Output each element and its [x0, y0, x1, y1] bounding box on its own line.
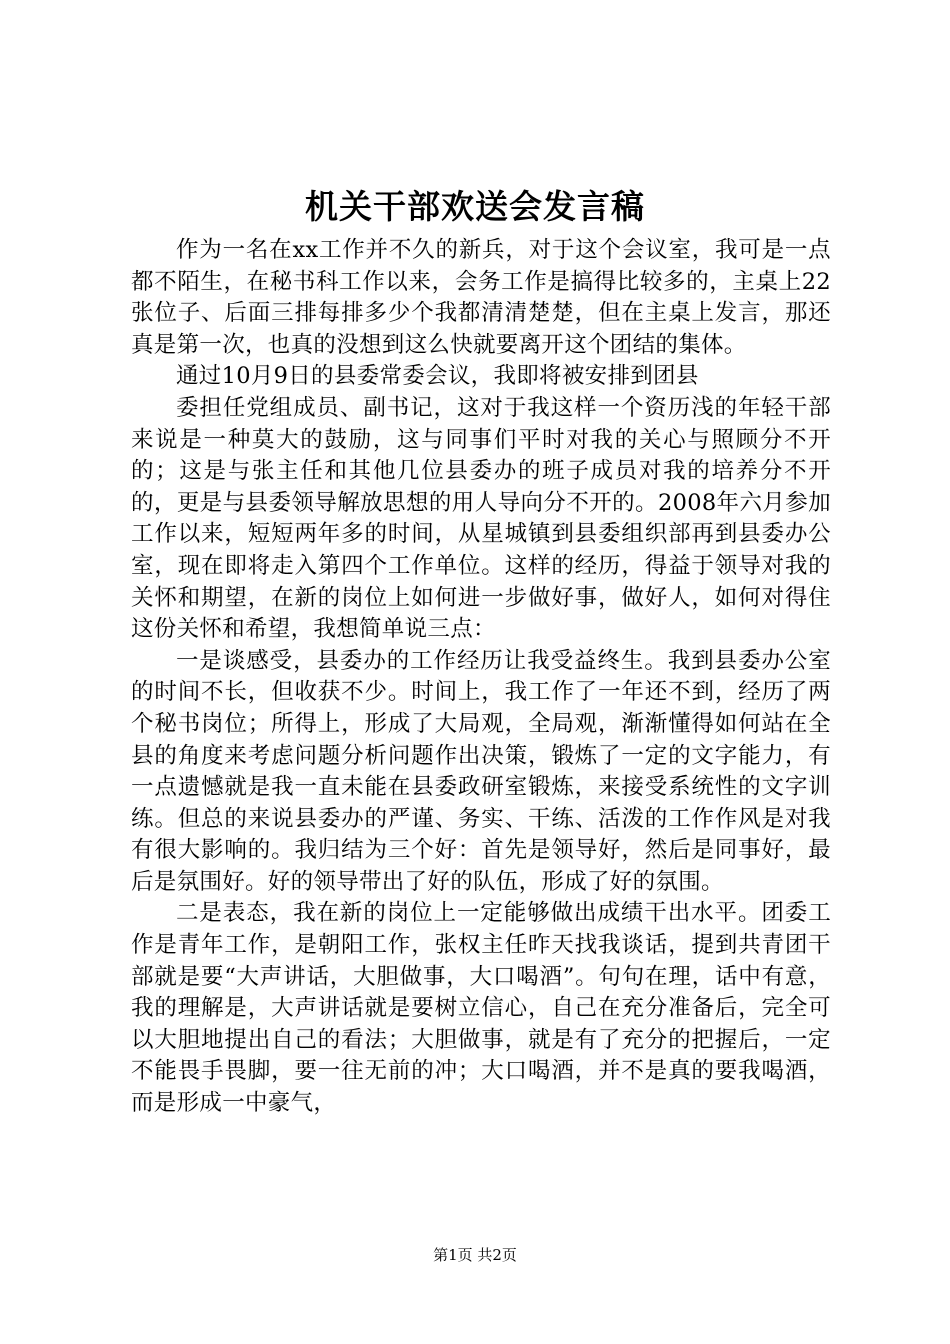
paragraph: 作为一名在xx工作并不久的新兵，对于这个会议室，我可是一点都不陌生，在秘书科工作以来，会务工作是搞得比较多的，主桌上22张位子、后面三排每排多少个我都清清楚楚，但在主桌上发言，那还真是第一次，也真的没想到这么快就要离开这个团结的集体。 — [131, 237, 831, 358]
paragraph: 一是谈感受，县委办的工作经历让我受益终生。我到县委办公室的时间不长，但收获不少。时间上，我工作了一年还不到，经历了两个秘书岗位；所得上，形成了大局观，全局观，渐渐懂得如何站在全县的角度来考虑问题分析问题作出决策，锻炼了一定的文字能力，有一点遗憾就是我一直未能在县委政研室锻炼，来接受系统性的文字训练。但总的来说县委办的严谨、务实、干练、活泼的工作作风是对我有很大影响的。我归结为三个好：首先是领导好，然后是同事好，最后是氛围好。好的领导带出了好的队伍，形成了好的氛围。 — [131, 647, 831, 895]
document-body — [131, 235, 831, 1120]
page-footer: 第1页 共2页 — [433, 1246, 517, 1264]
paragraph: 二是表态，我在新的岗位上一定能够做出成绩干出水平。团委工作是青年工作，是朝阳工作，张权主任昨天找我谈话，提到共青团干部就是要“大声讲话，大胆做事，大口喝酒”。句句在理，话中有意，我的理解是，大声讲话就是要树立信心，自己在充分准备后，完全可以大胆地提出自己的看法；大胆做事，就是有了充分的把握后，一定不能畏手畏脚，要一往无前的冲；大口喝酒，并不是真的要我喝酒，而是形成一中豪气， — [131, 900, 831, 1117]
paragraph: 通过10月9日的县委常委会议，我即将被安排到团县 — [176, 363, 699, 390]
document-title: 机关干部欢送会发言稿 — [305, 187, 645, 226]
paragraph: 委担任党组成员、副书记，这对于我这样一个资历浅的年轻干部来说是一种莫大的鼓励，这与同事们平时对我的关心与照顾分不开的；这是与张主任和其他几位县委办的班子成员对我的培养分不开的，更是与县委领导解放思想的用人导向分不开的。2008年六月参加工作以来，短短两年多的时间，从星城镇到县委组织部再到县委办公室，现在即将走入第四个工作单位。这样的经历，得益于领导对我的关怀和期望，在新的岗位上如何进一步做好事，做好人，如何对得住这份关怀和希望，我想简单说三点： — [131, 394, 831, 643]
